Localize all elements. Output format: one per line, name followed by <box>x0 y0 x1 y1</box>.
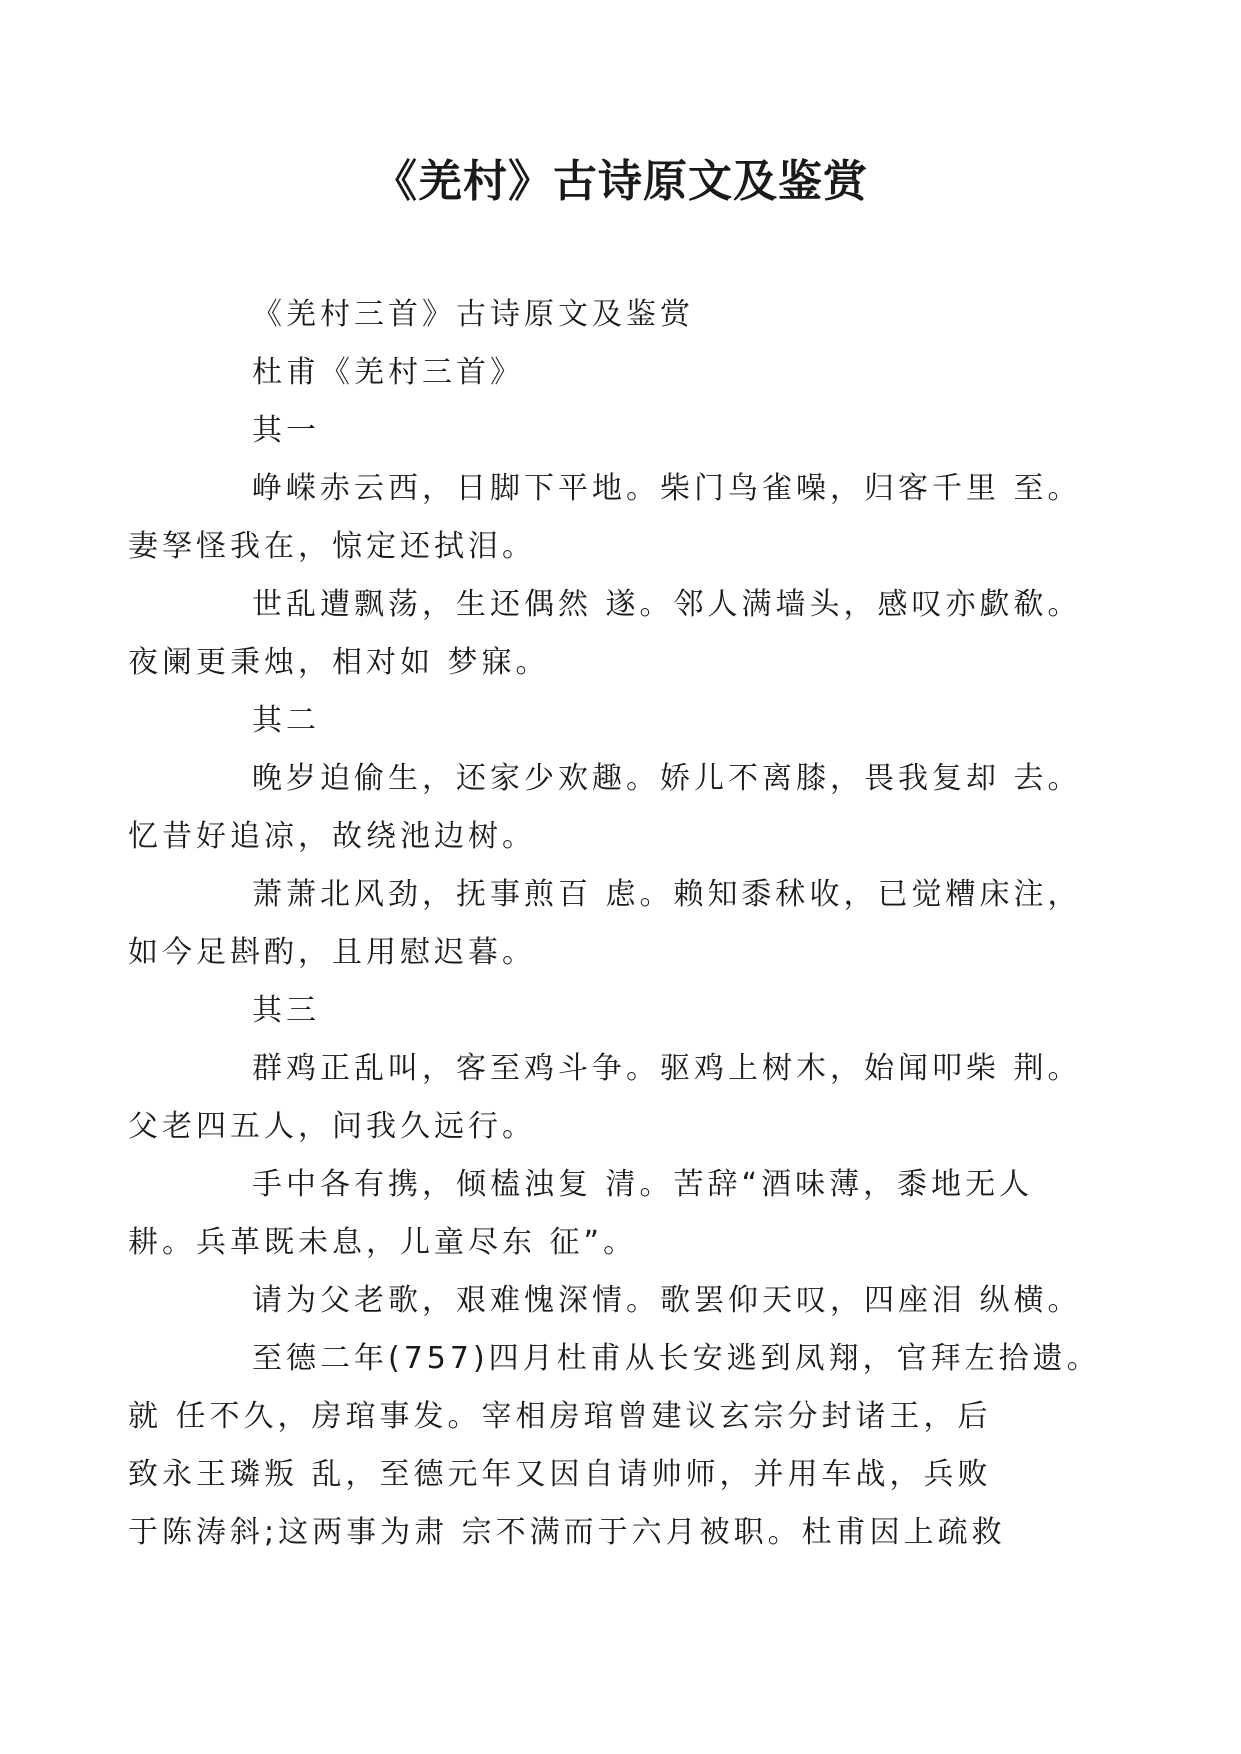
poem-paragraph <box>128 576 1082 692</box>
document-title: 《羌村》古诗原文及鉴赏 <box>373 156 868 207</box>
poem-paragraph <box>128 1156 1070 1272</box>
section-heading-3: 其三 <box>252 993 320 1028</box>
text-line: 夜阑更秉烛，相对如 梦寐。 <box>128 645 550 680</box>
text-line: 世乱遭飘荡，生还偶然 遂。邻人满墙头，感叹亦歔欷。 <box>252 587 1082 622</box>
text-line: 于陈涛斜;这两事为肃 宗不满而于六月被职。杜甫因上疏救 <box>128 1515 1006 1550</box>
poem-paragraph: 请为父老歌，艰难愧深情。歌罢仰天叹，四座泪 纵横。 <box>252 1283 1082 1318</box>
text-line: 萧萧北风劲，抚事煎百 虑。赖知黍秫收，已觉糟床注， <box>252 877 1082 912</box>
text-line: 致永王璘叛 乱，至德元年又因自请帅师，并用车战，兵败 <box>128 1457 992 1492</box>
text-line: 如今足斟酌，且用慰迟暮。 <box>128 935 536 970</box>
text-line: 群鸡正乱叫，客至鸡斗争。驱鸡上树木，始闻叩柴 荆。 <box>252 1051 1082 1086</box>
text-line: 父老四五人，问我久远行。 <box>128 1109 536 1144</box>
paragraph-author: 杜甫《羌村三首》 <box>252 355 524 390</box>
document-body <box>128 286 1101 1562</box>
text-line: 手中各有携，倾榼浊复 清。苦辞“酒味薄，黍地无人 <box>252 1167 1034 1202</box>
text-line: 忆昔好追凉，故绕池边树。 <box>128 819 536 854</box>
text-line: 妻孥怪我在，惊定还拭泪。 <box>128 529 536 564</box>
text-line: 至德二年(757)四月杜甫从长安逃到凤翔，官拜左拾遗。 <box>252 1341 1101 1376</box>
poem-paragraph <box>128 460 1082 576</box>
text-line: 峥嵘赤云西，日脚下平地。柴门鸟雀噪，归客千里 至。 <box>252 471 1082 506</box>
section-heading-1: 其一 <box>252 413 320 448</box>
poem-paragraph <box>128 866 1082 982</box>
text-line: 就 任不久，房琯事发。宰相房琯曾建议玄宗分封诸王，后 <box>128 1399 992 1434</box>
poem-paragraph <box>128 1040 1082 1156</box>
poem-paragraph <box>128 750 1082 866</box>
commentary-paragraph <box>128 1330 1101 1562</box>
text-line: 晚岁迫偷生，还家少欢趣。娇儿不离膝，畏我复却 去。 <box>252 761 1082 796</box>
text-line: 耕。兵革既未息，儿童尽东 征”。 <box>128 1225 638 1260</box>
section-heading-2: 其二 <box>252 703 320 738</box>
paragraph-subtitle: 《羌村三首》古诗原文及鉴赏 <box>252 297 694 332</box>
